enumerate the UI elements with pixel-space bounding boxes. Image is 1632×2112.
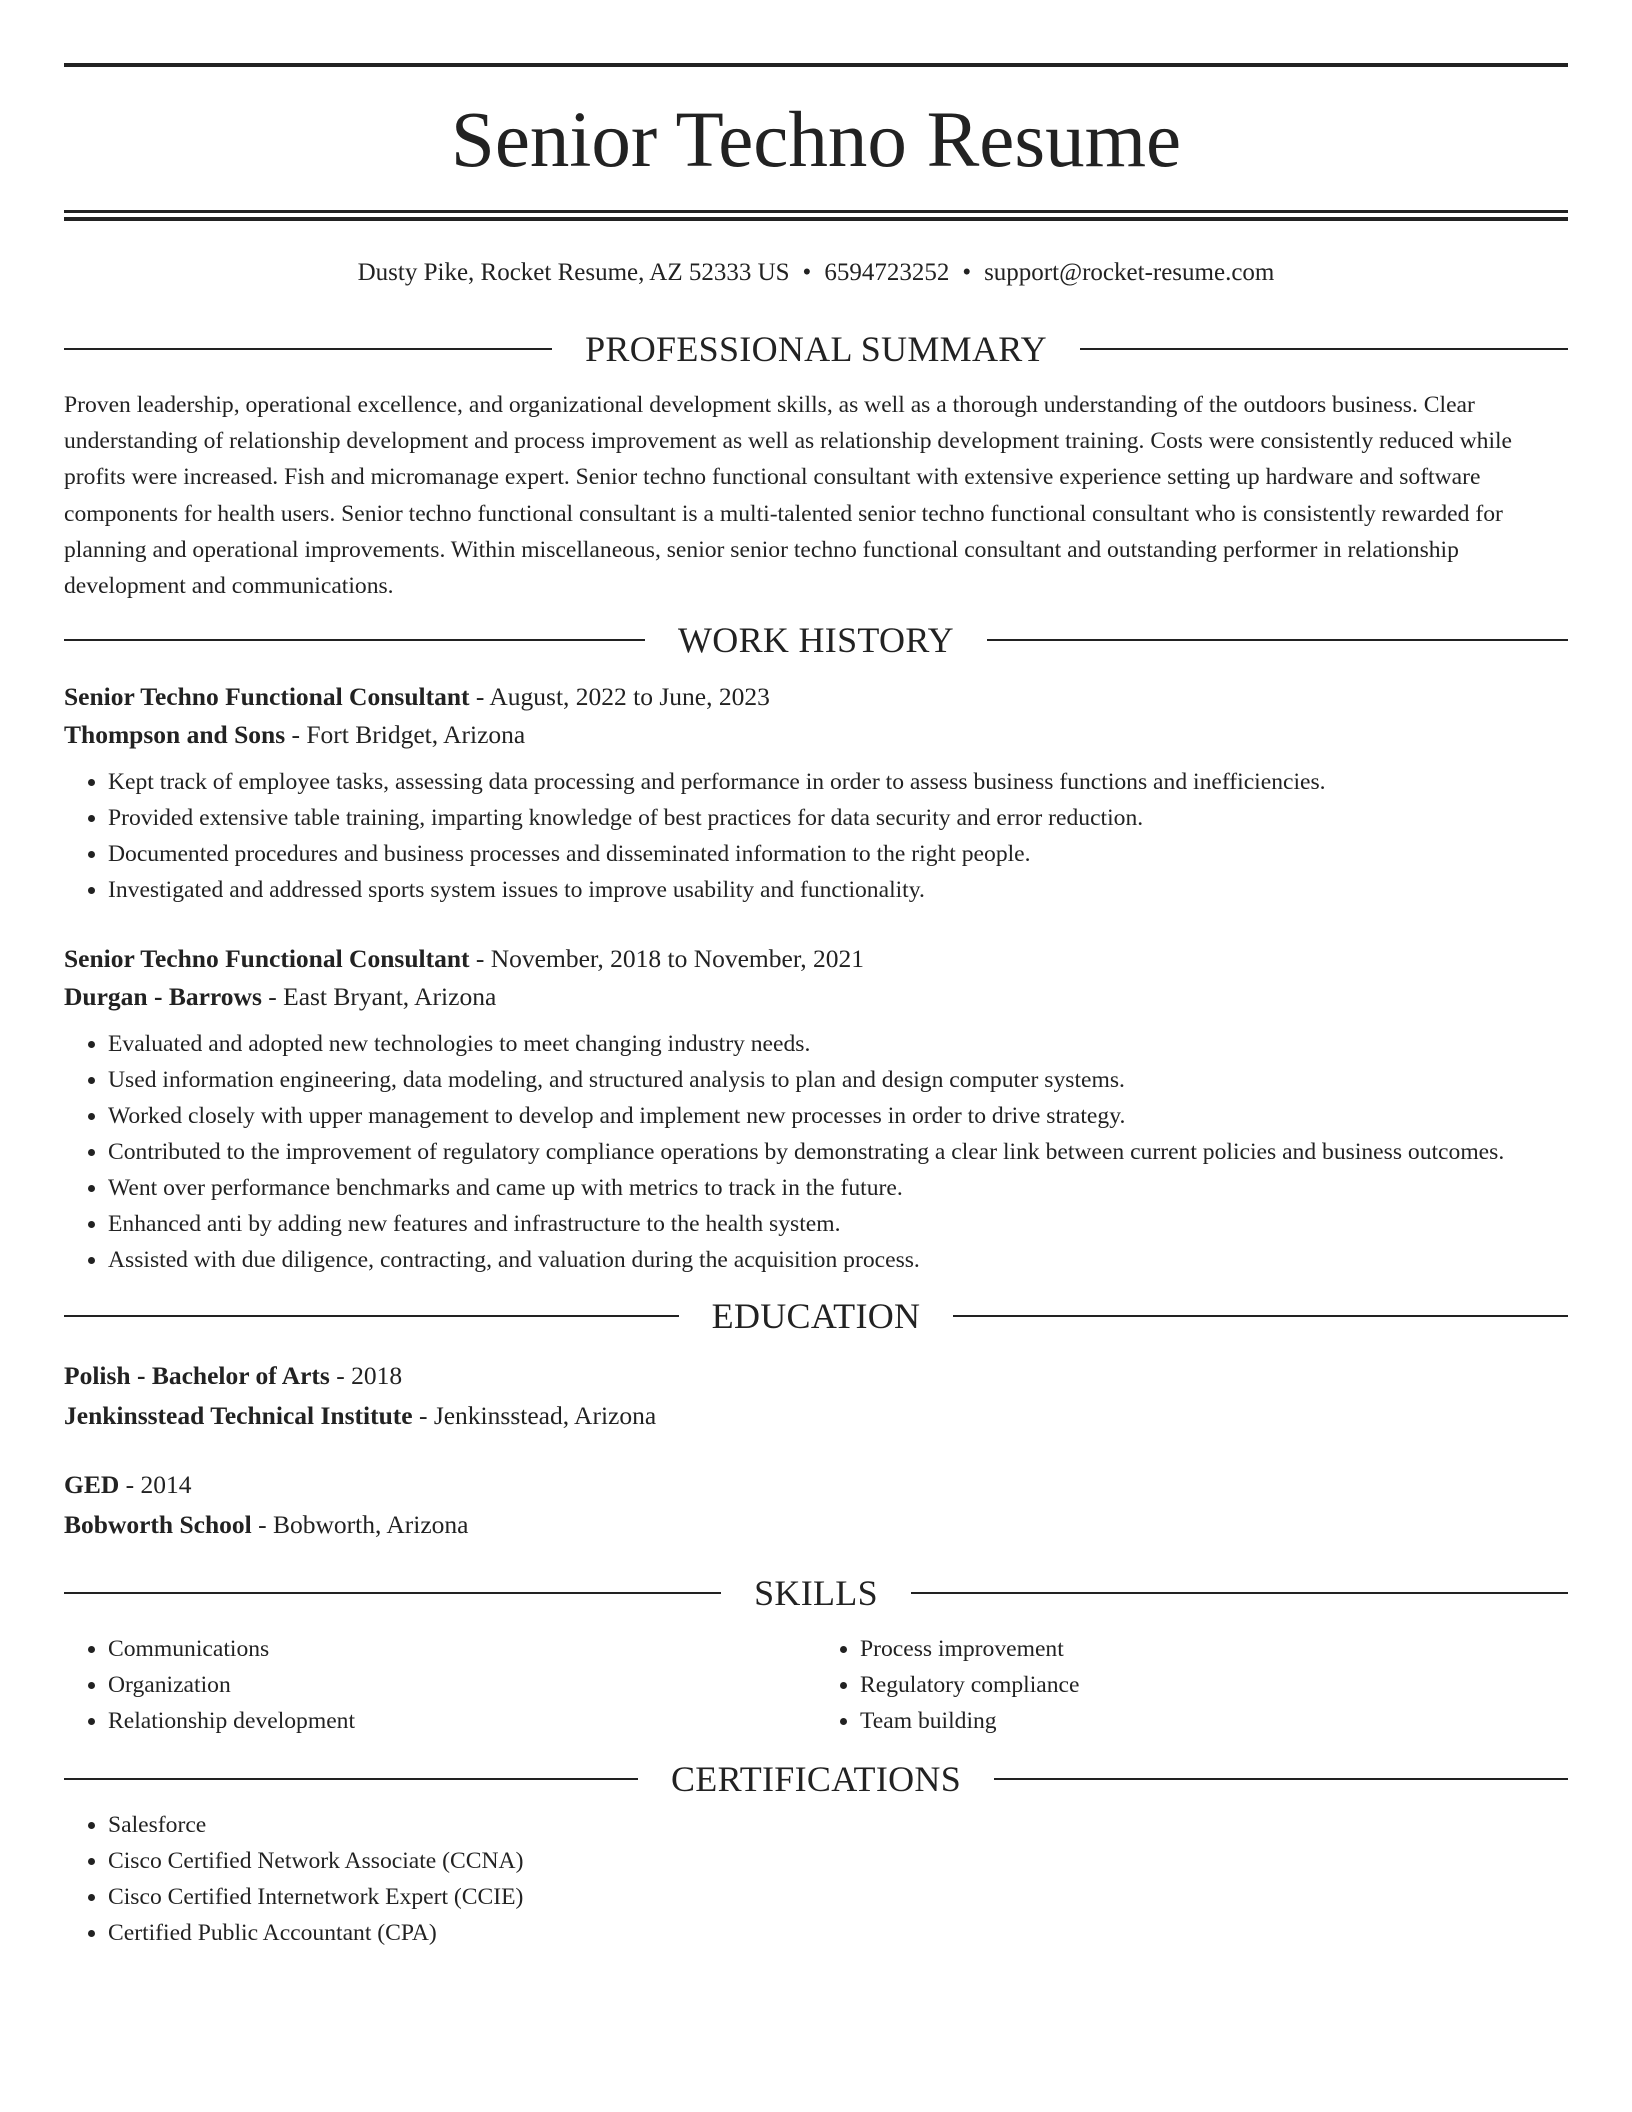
list-item: • Organization (108, 1667, 816, 1703)
list-item: • Documented procedures and business processes and disseminated information to the right people. (108, 836, 1568, 872)
section-heading-certifications (64, 1759, 1568, 1800)
list-item: • Investigated and addressed sports system issues to improve usability and functionality. (108, 872, 1568, 908)
job-bullets (64, 1026, 1568, 1278)
job-company: Durgan - Barrows (64, 982, 262, 1012)
heading-rule-left (64, 1315, 679, 1317)
list-item: • Team building (860, 1703, 1568, 1739)
education-degree-line (64, 1465, 1568, 1505)
job-title-line (64, 678, 1568, 716)
education-location: - Bobworth, Arizona (251, 1510, 469, 1540)
contact-separator: • (802, 259, 812, 286)
education-school: Bobworth School (64, 1510, 252, 1540)
list-item: • Cisco Certified Network Associate (CCNA) (108, 1843, 1568, 1879)
education-school-line (64, 1505, 1568, 1545)
job-dates: - August, 2022 to June, 2023 (469, 682, 770, 712)
top-rule (64, 63, 1568, 67)
job-location: - East Bryant, Arizona (261, 982, 497, 1012)
job-company-line (64, 716, 1568, 754)
education-school-line (64, 1396, 1568, 1436)
list-item: • Enhanced anti by adding new features and infrastructure to the health system. (108, 1206, 1568, 1242)
section-heading-education (64, 1296, 1568, 1337)
title-double-rule (64, 210, 1568, 221)
list-item: • Salesforce (108, 1807, 1568, 1843)
list-item: • Assisted with due diligence, contracting, and valuation during the acquisition process. (108, 1242, 1568, 1278)
list-item: • Process improvement (860, 1631, 1568, 1667)
contact-line (64, 258, 1568, 288)
list-item: • Provided extensive table training, imparting knowledge of best practices for data security and error reduction. (108, 800, 1568, 836)
contact-email: support@rocket-resume.com (984, 259, 1275, 286)
section-heading-skills (64, 1573, 1568, 1614)
contact-separator: • (962, 259, 972, 286)
education-degree: Polish - Bachelor of Arts (64, 1361, 330, 1391)
education-location: - Jenkinsstead, Arizona (412, 1401, 657, 1431)
section-title-summary: PROFESSIONAL SUMMARY (585, 329, 1047, 369)
section-title-skills: SKILLS (754, 1573, 878, 1614)
job-dates: - November, 2018 to November, 2021 (469, 944, 865, 974)
list-item: • Relationship development (108, 1703, 816, 1739)
education-school: Jenkinsstead Technical Institute (64, 1401, 413, 1431)
list-item: • Kept track of employee tasks, assessing data processing and performance in order to assess business functions and inefficiencies. (108, 764, 1568, 800)
list-item: • Communications (108, 1631, 816, 1667)
job-title: Senior Techno Functional Consultant (64, 944, 470, 974)
section-heading-work (64, 620, 1568, 661)
heading-rule-right (953, 1315, 1568, 1317)
heading-rule-left (64, 348, 552, 350)
job-bullets (64, 764, 1568, 908)
list-item: • Certified Public Accountant (CPA) (108, 1915, 1568, 1951)
job-company-line (64, 978, 1568, 1016)
heading-rule-left (64, 1778, 638, 1780)
heading-rule-right (911, 1592, 1568, 1594)
page-title: Senior Techno Resume (450, 97, 1182, 184)
job-title: Senior Techno Functional Consultant (64, 682, 470, 712)
skills-list-left (64, 1631, 816, 1739)
section-heading-summary (64, 331, 1568, 367)
section-title-education: EDUCATION (711, 1296, 921, 1337)
education-year: - 2018 (329, 1361, 403, 1391)
section-title-work: WORK HISTORY (678, 620, 954, 661)
list-item: • Cisco Certified Internetwork Expert (CCIE) (108, 1879, 1568, 1915)
section-title-certifications: CERTIFICATIONS (670, 1759, 962, 1800)
skills-columns (64, 1631, 1568, 1739)
list-item: • Regulatory compliance (860, 1667, 1568, 1703)
heading-rule-right (994, 1778, 1568, 1780)
education-degree-line (64, 1356, 1568, 1396)
heading-rule-right (987, 639, 1568, 641)
list-item: • Used information engineering, data modeling, and structured analysis to plan and design computer systems. (108, 1062, 1568, 1098)
heading-rule-right (1080, 348, 1568, 350)
contact-address: Dusty Pike, Rocket Resume, AZ 52333 US (357, 259, 790, 286)
job-company: Thompson and Sons (64, 720, 286, 750)
job-location: - Fort Bridget, Arizona (285, 720, 526, 750)
list-item: • Evaluated and adopted new technologies to meet changing industry needs. (108, 1026, 1568, 1062)
job-entry (64, 940, 1568, 1278)
list-item: • Went over performance benchmarks and came up with metrics to track in the future. (108, 1170, 1568, 1206)
contact-phone: 6594723252 (824, 259, 950, 286)
skills-list-right (816, 1631, 1568, 1739)
education-year: - 2014 (119, 1470, 192, 1500)
certifications-list (64, 1807, 1568, 1951)
education-entry (64, 1356, 1568, 1436)
summary-paragraph: Proven leadership, operational excellence, and organizational development skills, as well as a thorough understanding of the outdoors business. Clear understanding of relationship development and process improvement as well as relationship development training. Costs were consistently reduced while profits were increased. Fish and micromanage expert. Senior techno functional consultant with extensive experience setting up hardware and software components for health users. Senior techno functional consultant is a multi-talented senior techno functional consultant who is consistently rewarded for planning and operational improvements. Within miscellaneous, senior senior techno functional consultant and outstanding performer in relationship development and communications. (64, 392, 1513, 600)
list-item: • Worked closely with upper management to develop and implement new processes in order to drive strategy. (108, 1098, 1568, 1134)
education-degree: GED (64, 1470, 120, 1500)
list-item: • Contributed to the improvement of regulatory compliance operations by demonstrating a clear link between current policies and business outcomes. (108, 1134, 1568, 1170)
education-entry (64, 1465, 1568, 1545)
heading-rule-left (64, 639, 645, 641)
job-title-line (64, 940, 1568, 978)
job-entry (64, 678, 1568, 908)
heading-rule-left (64, 1592, 721, 1594)
